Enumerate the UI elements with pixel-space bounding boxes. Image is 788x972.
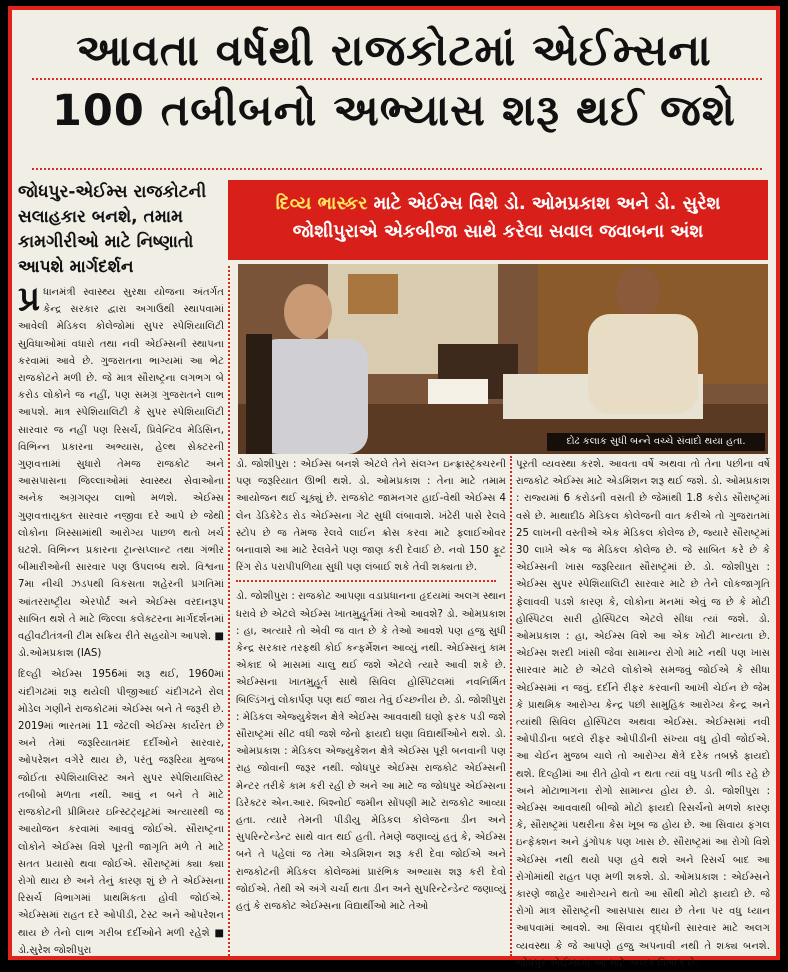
banner-line1	[228, 190, 768, 218]
banner-line2: જોશીપુરાએ એકબીજા સાથે કરેલા સવાલ જવાબના અંશ	[292, 221, 704, 242]
headline-line2: 100 તબીબનો અભ્યાસ શરૂ થઈ જશે	[52, 86, 736, 136]
qa-banner	[228, 180, 768, 260]
headline-line1: આવતા વર્ષથી રાજકોટમાં એઈમ્સના	[76, 26, 712, 76]
mid-block2: ડો. જોશીપુરા : રાજકોટ આપણા વડાપ્રધાનના હૃદયમાં અલગ સ્થાન ધરાવે છે એટલે એઈમ્સ ખાતમુહૂર્તમાં તેઓ આવશે? ડો. ઓમપ્રકાશ : હા, અત્યારે તો એવી જ વાત છે કે તેઓ આવશે પણ હજુ સુધી કેન્દ્ર સરકાર તરફથી કોઈ કન્ફર્મેશન આવ્યું નથી. એઈમ્સનું કામ એકાદ બે માસમાં ચાલુ થઈ જશે એટલે ત્યારે આવી શકે છે. એઈમ્સના ખાતમુહૂર્ત સાથે સિવિલ હોસ્પિટલમાં નવનિર્મિત બિલ્ડિંગનું લોકાર્પણ પણ થઈ જાય તેવું ઈચ્છનીય છે. ડો. જોશીપુરા : મેડિકલ એજ્યુકેશન ક્ષેત્રે એઈમ્સ આવવાથી ઘણો ફરક પડી જશે સૌરાષ્ટ્રમાં સીટ વધી જશે જેનો ફાયદો ઘણા વિદ્યાર્થીઓને થશે. ડો. ઓમપ્રકાશ : મેડિકલ એજ્યુકેશન ક્ષેત્રે એઈમ્સ પૂરી બનવાની પણ રાહ જોવાની જરૂર નથી. જોધપુર એઈમ્સ રાજકોટ એઈમ્સની મેન્ટર તરીકે કામ કરી રહી છે અને આ માટે જ જોધપુર એઈમ્સના ડિરેક્ટર એન.આર. બિશ્નોઈ જમીન સોંપણી માટે રાજકોટ આવ્યા હતા. ત્યારે તેમની પીડીયુ મેડિકલ કોલેજના ડીન અને સુપરિન્ટેન્ડેન્ટ સાથે વાત થઈ હતી. તેમણે જણાવ્યું હતું કે, એઈમ્સ બને તે પહેલાં જ તેમા એડમિશન શરૂ કરી દેવા જોઈએ અને રાજકોટની મેડિકલ કોલેજમાં પ્રારંભિક અભ્યાસ શરૂ કરી દેવો જોઈએ. તેથી એ અંગે ચર્ચા થતા ડીન અને સુપરિન્ટેન્ડેન્ટ જણાવ્યું હતું કે રાજકોટ એઈમ્સના વિદ્યાર્થીઓ માટે તેઓ	[236, 591, 506, 913]
mid-divider	[236, 580, 496, 582]
headline-bottom-divider	[32, 168, 762, 170]
banner-brand: દિવ્ય ભાસ્કર	[275, 193, 368, 214]
right-column	[516, 456, 770, 969]
photo-illustration	[238, 264, 768, 454]
right-column-text: પૂરતી વ્યવસ્થા કરશે. આવતા વર્ષે અથવા તો તેના પછીના વર્ષે રાજકોટ એઈમ્સ માટે એડમિશન શરૂ થઈ જશે. ડો. ઓમપ્રકાશ : રાજ્યમાં 6 કરોડની વસતી છે જેમાંથી 1.8 કરોડ સૌરાષ્ટ્રમાં વસે છે. માથાદીઠ મેડિકલ કોલેજની વાત કરીએ તો ગુજરાતમાં 25 લાખની વસ્તીએ એક મેડિકલ કોલેજ છે, જ્યારે સૌરાષ્ટ્રમાં 30 લાખે એક જ મેડિકલ કોલેજ છે. જે સાબિત કરે છે કે એઈમ્સની ખાસ જરૂરિયાત સૌરાષ્ટ્રમાં છે. ડો. જોશીપુરા : એઈમ્સ સુપર સ્પેશિયાલિટી સારવાર માટે છે તેને લોકજાગૃતિ ફેલાવવી પડશે કારણ કે, લોકોના મનમાં એવું જ છે કે મોટી હોસ્પિટલ સારી હોસ્પિટલ એટલે સીધા ત્યાં જશે. ડો. ઓમપ્રકાશ : હા, એઈમ્સ વિશે આ એક ખોટી માન્યતા છે. એઈમ્સ શરદી ખાંસી જેવા સામાન્ય રોગો માટે નથી પણ ખાસ સારવાર માટે છે એટલે લોકોએ સમજવું જોઈએ કે સીધા એઈમ્સમાં ન જવું. દર્દીને રીફર કરવાની આખી ચેઈન છે જેમ કે પ્રાથમિક આરોગ્ય કેન્દ્ર પછી સામુહિક આરોગ્ય કેન્દ્ર અને ત્યાંથી સિવિલ હોસ્પિટલ અથવા એઈમ્સ. એઈમ્સમાં નવી ઓપીડીના બદલે રીફર ઓપીડીની સંખ્યા વધુ હોવી જોઈએ. આ ચેઈન મુજબ ચાલે તો આરોગ્ય ક્ષેત્રે દરેક તબક્કે ફાયદો થશે. દિલ્હીમાં આ રીતે હોવો ન થતા ત્યાં વધુ પડતી ભીડ રહે છે અને મોટાભાગના રોગો સામાન્ય હોય છે. ડો. જોશીપુરા : એઈમ્સ આવવાથી બીજો મોટો ફાયદો રિસર્ચનો મળશે કારણ કે, સૌરાષ્ટ્રમાં પથરીના કેસ ખૂબ જ હોય છે. આ સિવાય ફંગલ ઇન્ફેક્શન અને ડુંગોપક પણ ખાસ છે. સૌરાષ્ટ્રમાં આ રોગો વિશે એઈમ્સ નથી થયો પણ હવે થશે અને રિસર્ચ બાદ આ રોગોમાંથી રાહત પણ મળી શકશે. ડો. ઓમપ્રકાશ : એઈમ્સને કારણે જાહેર આરોગ્યને થતો આ સૌથી મોટો ફાયદો છે. જે રોગો માત્ર સૌરાષ્ટ્રની આસપાસ થાય છે તેના પર વધુ ધ્યાન આપવામાં આવશે. આ સિવાય વૃદ્ધોની સારવાર માટે અલગ વ્યવસ્થા કે જે આપણે હજુ અપનાવી નથી તે શક્ય બનશે. જોધપુર એઈમ્સમાં આ માટે અલગ વિભાગ છે.	[516, 459, 770, 969]
left-column	[18, 180, 224, 958]
headline-divider	[32, 78, 762, 80]
dropcap: પ્ર	[18, 279, 41, 319]
interview-photo	[238, 264, 768, 454]
newspaper-clipping	[8, 6, 780, 969]
column-divider-right	[510, 456, 512, 956]
photo-caption: દોઢ કલાક સુધી બન્ને વચ્ચે સંવાદો થયા હતા.	[547, 433, 765, 451]
left-para1-text: ધાનમંત્રી સ્વાસ્થ્ય સુરક્ષા યોજના અંતર્ગત કેન્દ્ર સરકાર દ્વારા અગાઉથી સ્થાપવામાં આવેલી મેડિકલ કોલેજોમાં સુપર સ્પેશિયાલિટી સુવિધાઓમાં વધારો તથા નવી એઈમ્સની સ્થાપના કરવામાં આવે છે. ગુજરાતના ભાગ્યમાં આ ભેટ રાજકોટને મળી છે. જે માત્ર સૌરાષ્ટ્રના લગભગ બે કરોડ લોકોને જ નહીં, પણ સમગ્ર ગુજરાતને લાભ આપશે. માત્ર સ્પેશિયાલિટી કે સુપર સ્પેશિયાલિટી સારવાર જ નહીં પણ રિસર્ચ, પ્રિવેન્ટિવ મેડિસિન, વિભિન્ન પ્રકારના અભ્યાસ, હેલ્થ સેક્ટરની ગુણવત્તામાં સુધારો તેમજ રાજકોટ અને આસપાસના જિલ્લાઓમાં સ્વાસ્થ્ય સેવાઓના અનેક અગ્રગણ્ય લાભો મળશે. એઈમ્સ ગુણવત્તાયુક્ત સારવાર નજીવા દરે આપે છે જેથી લોકોના ખિસ્સામાંથી આરોગ્ય પાછળ થતો ખર્ચ ઘટશે. વિભિન્ન પ્રકારના ટ્રાન્સપ્લાન્ટ તથા ગંભીર બીમારીઓની સારવાર પણ ઉપલબ્ધ થશે. વિશ્વના 7મા નીચી ઝડપથી વિકસતા શહેરની પ્રગતિમાં આંતરરાષ્ટ્રીય એરપોર્ટ અને એઈમ્સ વરદાનરૂપ સાબિત થશે તે માટે જિલ્લા કલેક્ટરના માર્ગદર્શનમાં વહીવટીતંત્રની ટીમ સક્રિય રીતે સહયોગ આપશે. ■ ડો.ઓમપ્રકાશ (IAS)	[18, 287, 224, 660]
left-column-para2: દિલ્હી એઈમ્સ 1956માં શરૂ થઈ, 1960માં ચંદીગઢમાં શરૂ થયેલી પીજીઆઈ ચંદીગઢને રોલ મોડેલ ગણીને રાજકોટમાં એઈમ્સ બને તે જરૂરી છે. 2019માં ભારતમાં 11 જેટલી એઈમ્સ કાર્યરત છે અને તેમાં જરૂરિયાતમંદ દર્દીઓને સારવાર, ઓપરેશન વગેરે થાય છે, પરંતુ જરૂરિયા મુજબ જોઈતા સ્પેશિયાલિસ્ટ અને સુપર સ્પેશિયાલિસ્ટ તબીબો મળતા નથી. આવું ન બને તે માટે રાજકોટની પ્રીમિયર ઇન્સ્ટિટ્યૂટમાં અત્યારથી જ આયોજન કરવામાં આવવું જોઈએ. સૌરાષ્ટ્રના લોકોને એઈમ્સ વિશે પૂરતી જાગૃતિ મળે તે માટે સતત પ્રયાસો થવા જોઈએ. સૌરાષ્ટ્રમાં ક્યા ક્યા રોગો થાય છે અને તેનું કારણ શું છે તે એઈમ્સના રિસર્ચ વિભાગમાં પ્રાથમિકતા હોવી જોઈએ. એઈમ્સમાં રાહત દરે ઓપીડી, ટેસ્ટ અને ઓપરેશન થાય છે તેનો લાભ ગરીબ દર્દીઓને મળી રહેશે ■ ડો.સુરેશ જોશીપુરા	[18, 669, 224, 956]
mid-block1: ડો. જોશીપુરા : એઈમ્સ બનશે એટલે તેને સંલગ્ન ઇન્ફ્રાસ્ટ્રક્ચરની પણ જરૂરિયાત ઊભી થશે. ડો. ઓમપ્રકાશ : તેના માટે તમામ આયોજન થઈ ચૂક્યું છે. રાજકોટ જામનગર હાઈ-વેથી એઈમ્સ 4 લેન ડેડિકેટેડ રોડ એઈમ્સના ગેટ સુધી લંબાવાશે. ખંઢેરી પાસે રેલવે સ્ટોપ છે જ તેમજ રેલવે લાઈન ક્રોસ કરવા માટે ફ્લાઈઓવર બનાવાશે આ માટે રેલવેને પણ જાણ કરી દેવાઈ છે. નવો 150 ફૂટ રિંગ રોડ પરાપીપળિયા સુધી પણ લંબાઈ શકે તેવી શક્યતા છે.	[236, 459, 506, 574]
banner-line1-rest: માટે એઈમ્સ વિશે ડો. ઓમપ્રકાશ અને ડો. સુરેશ	[367, 193, 721, 214]
left-column-para1	[18, 279, 224, 662]
left-column-subhead: જોધપુર-એઈમ્સ રાજકોટની સલાહકાર બનશે, તમામ કામગીરીઓ માટે નિષ્ણાતો આપશે માર્ગદર્શન	[18, 182, 207, 277]
middle-column	[236, 456, 506, 956]
column-divider-left	[228, 266, 230, 956]
